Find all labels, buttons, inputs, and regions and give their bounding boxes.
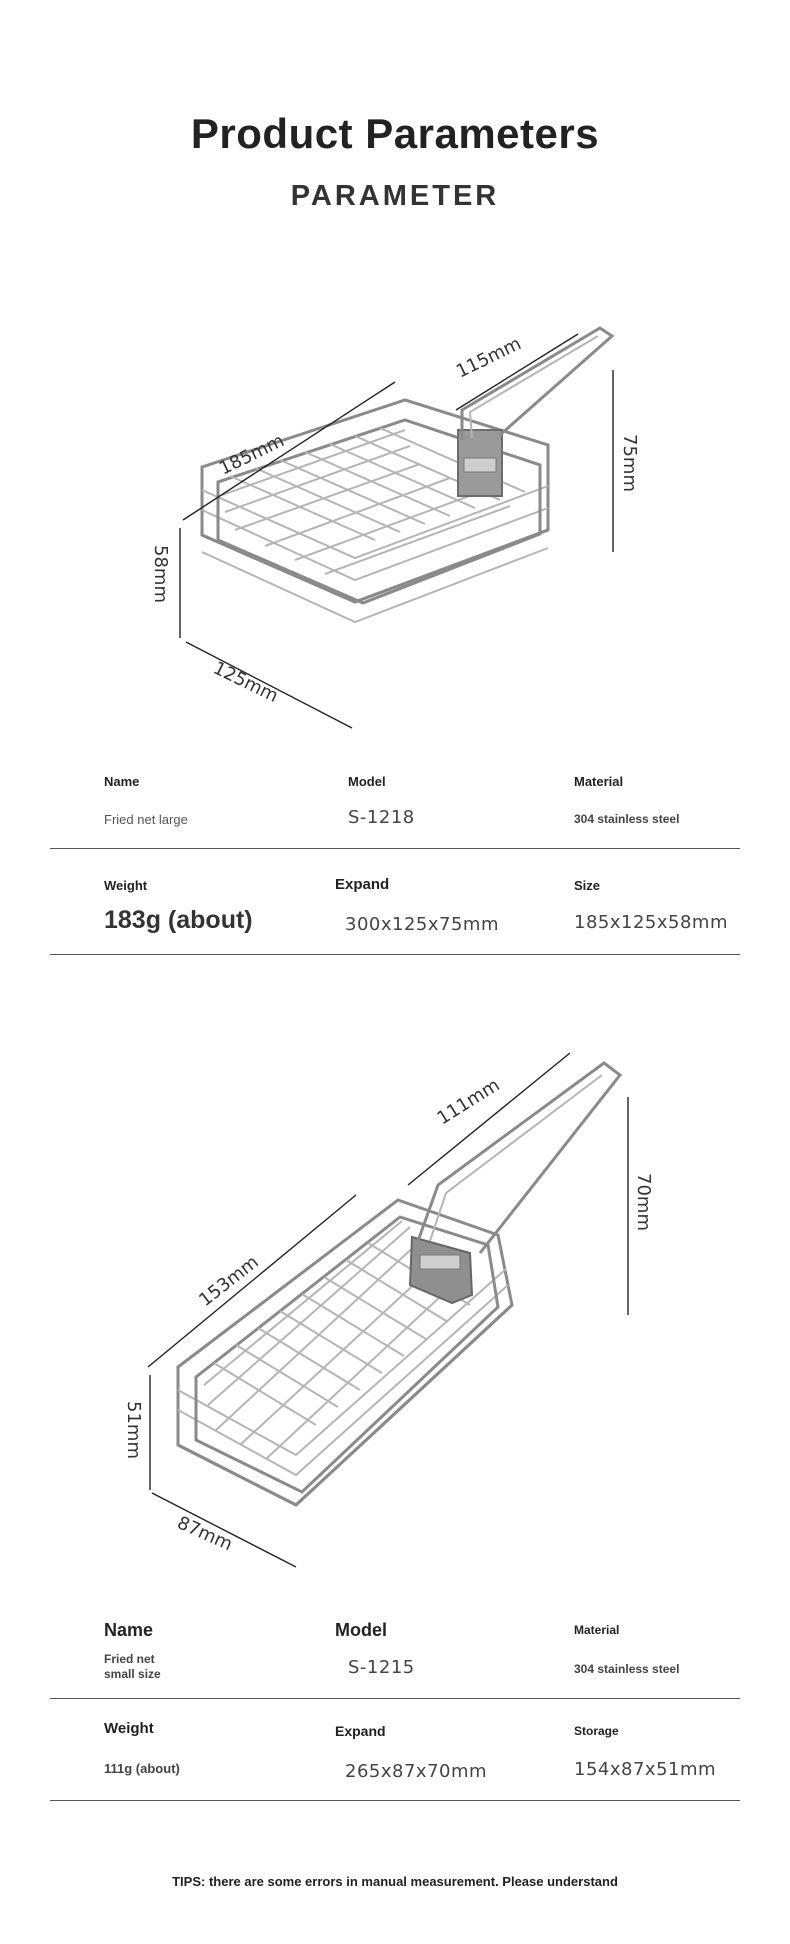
- large-name-label: Name: [104, 774, 140, 789]
- large-height-label: 58mm: [150, 545, 171, 603]
- small-storage-value: 154x87x51mm: [574, 1759, 717, 1780]
- small-material-value: 304 stainless steel: [574, 1662, 680, 1676]
- small-expand-value: 265x87x70mm: [345, 1761, 488, 1782]
- large-model-label: Model: [348, 774, 386, 789]
- large-expand-value: 300x125x75mm: [345, 914, 499, 935]
- large-expand-label: Expand: [335, 876, 390, 893]
- small-weight-label: Weight: [104, 1720, 154, 1737]
- page-subtitle: PARAMETER: [290, 180, 500, 212]
- large-width-label: 125mm: [209, 657, 282, 707]
- large-weight-value: 183g (about): [104, 906, 253, 934]
- small-weight-value: 111g (about): [104, 1761, 180, 1776]
- page-title: Product Parameters: [190, 110, 600, 157]
- small-dimension-arrows: [148, 1053, 628, 1567]
- large-model-value: S-1218: [348, 807, 415, 828]
- large-name-value: Fried net large: [104, 812, 188, 827]
- large-divider-2: [50, 954, 740, 955]
- small-divider-2: [50, 1800, 740, 1801]
- small-name-value-line2: small size: [104, 1667, 161, 1681]
- small-model-label: Model: [335, 1620, 387, 1640]
- small-model-value: S-1215: [348, 1657, 415, 1678]
- small-height-label: 51mm: [123, 1401, 144, 1459]
- small-length-label: 153mm: [195, 1251, 263, 1311]
- small-width-label: 87mm: [173, 1512, 236, 1556]
- small-material-label: Material: [574, 1623, 620, 1637]
- large-weight-label: Weight: [104, 878, 148, 893]
- tips-note: TIPS: there are some errors in manual measurement. Please understand: [172, 1874, 618, 1889]
- small-basket-image: [178, 1063, 620, 1505]
- large-size-label: Size: [574, 878, 601, 893]
- large-handle-height-label: 75mm: [619, 434, 640, 492]
- small-basket-illustration: [0, 1045, 790, 1575]
- large-size-value: 185x125x58mm: [574, 912, 728, 933]
- large-basket-illustration: [0, 300, 790, 740]
- small-divider-1: [50, 1698, 740, 1699]
- large-divider-1: [50, 848, 740, 849]
- small-handle-label: 111mm: [433, 1074, 504, 1130]
- small-storage-label: Storage: [574, 1724, 619, 1738]
- small-expand-label: Expand: [335, 1723, 386, 1739]
- large-material-value: 304 stainless steel: [574, 812, 680, 826]
- small-name-value-line1: Fried net: [104, 1652, 155, 1666]
- small-handle-height-label: 70mm: [633, 1173, 654, 1231]
- small-name-label: Name: [104, 1620, 154, 1640]
- large-length-label: 185mm: [215, 430, 288, 480]
- large-material-label: Material: [574, 774, 624, 789]
- large-handle-label: 115mm: [452, 333, 525, 383]
- large-basket-image: [202, 328, 612, 622]
